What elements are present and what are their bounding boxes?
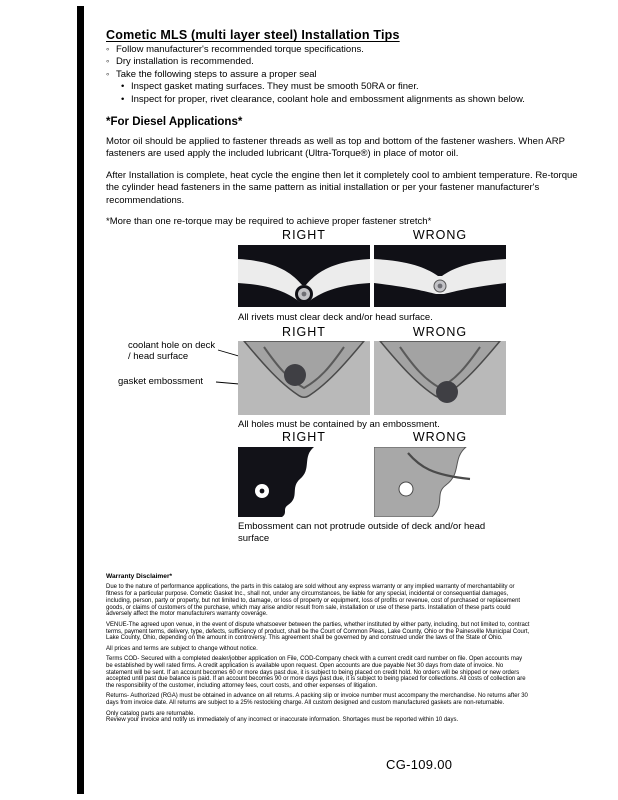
sub-tip-item: • Inspect for proper, rivet clearance, coolant hole and embossment alignments as shown below. — [121, 94, 576, 106]
coolant-hole-wrong-diagram — [374, 341, 506, 415]
wrong-label-row2: WRONG — [412, 325, 468, 339]
embossment-wrong-diagram — [374, 447, 506, 517]
wrong-label-row1: WRONG — [412, 228, 468, 242]
right-label-row1: RIGHT — [282, 228, 326, 242]
warranty-disclaimer-heading: Warranty Disclaimer* — [106, 573, 173, 580]
disclaimer-paragraph: Only catalog parts are returnable. — [106, 710, 196, 717]
diagram-caption-holes: All holes must be contained by an embossment. — [238, 419, 440, 430]
tip-item: ◦ Follow manufacturer's recommended torque specifications. — [106, 44, 576, 56]
diesel-paragraph-1: Motor oil should be applied to fastener threads as well as top and bottom of the fastener washers. When ARP fasteners are used apply the included lubricant (Ultra-Torque®) in place of motor oil. — [106, 136, 565, 160]
disclaimer-paragraph: Due to the nature of performance applications, the parts in this catalog are sold without any express warranty or any implied warranty of merchantability or fitness for a particular purpose. Cometic Gasket Inc., shall not, under any circumstances, be liable for any special, incidental or consequential damages, including, person, party or property, but not limited to, damage, or loss of property or equipment, loss of profits or revenue, cost of purchased or replacement goods, or claims of customers of the purchase, which may arise and/or result from sale, installation or use of these parts. Installation of these parts could adversely affect the motor manufacturers warranty coverage. — [106, 584, 521, 618]
disclaimer-paragraph: Terms COD- Secured with a completed dealer/jobber application on File, COD-Company check with a current credit card number on file. Open accounts may be established by well rated firms. A credit application is available upon request. Open accounts are due payable Net 30 days from date of invoice. No statement will be sent. If an account becomes 60 or more days past due, it is subject to being placed on credit hold. No orders will be shipped or new orders accepted until past due balance is paid. If an account becomes 90 or more days past due, it is subject to being placed for collections. All costs of collection are the responsibility of the customer, including attorney fees, court costs, and other expenses of litigation. — [106, 655, 526, 690]
diagram-caption-embossment: Embossment can not protrude outside of deck and/or head surface — [238, 521, 486, 544]
disclaimer-paragraph: Review your invoice and notify us immediately of any incorrect or inaccurate information. Shortages must be reported within 10 days. — [106, 717, 459, 724]
coolant-hole-right-diagram — [238, 341, 370, 415]
warranty-disclaimer — [106, 574, 530, 728]
rivet-wrong-diagram — [374, 245, 506, 307]
binding-bar — [77, 6, 84, 794]
installation-tips-list — [106, 44, 576, 106]
disclaimer-paragraph: All prices and terms are subject to change without notice. — [106, 645, 258, 652]
embossment-right-diagram — [238, 447, 370, 517]
page-title: Cometic MLS (multi layer steel) Installation Tips — [106, 28, 400, 43]
disclaimer-paragraph: Returns- Authorized (RGA) must be obtained in advance on all returns. A packing slip or invoice number must accompany the merchandise. No returns after 30 days from invoice date. All returns are subject to a 25% restocking charge. All custom designed and custom manufactured gaskets are non-returnable. — [106, 693, 528, 707]
disclaimer-paragraph: VENUE-The agreed upon venue, in the event of dispute whatsoever between the parties, whether instituted by either party, including, but not limited to, contract terms, payment terms, delivery, type, defects, sufficiency of product, shall be the Court of Common Pleas, Lake County, Ohio or the Painesville Municipal Court, Lake County, Ohio, depending on the amount in controversy. This agreement shall be governed by and construed under the laws of the State of Ohio. — [106, 621, 530, 642]
tip-item: ◦ Take the following steps to assure a proper seal — [106, 69, 576, 81]
right-label-row3: RIGHT — [282, 430, 326, 444]
annotation-coolant-hole: coolant hole on deck / head surface — [128, 340, 216, 362]
annotation-gasket-embossment: gasket embossment — [118, 376, 204, 387]
diesel-applications-heading: *For Diesel Applications* — [106, 116, 243, 128]
page-code: CG-109.00 — [386, 757, 453, 772]
diagram-caption-rivets: All rivets must clear deck and/or head surface. — [238, 312, 433, 323]
right-label-row2: RIGHT — [282, 325, 326, 339]
tip-item: ◦ Dry installation is recommended. — [106, 56, 576, 68]
rivet-right-diagram — [238, 245, 370, 307]
sub-tip-item: • Inspect gasket mating surfaces. They must be smooth 50RA or finer. — [121, 81, 576, 93]
diesel-paragraph-2: After Installation is complete, heat cycle the engine then let it completely cool to ambient temperature. Re-torque the cylinder head fasteners in the same pattern as initial installation or per your fastener manufacturer's recommendations. — [106, 170, 578, 206]
retorque-note: *More than one re-torque may be required to achieve proper fastener stretch* — [106, 216, 432, 227]
wrong-label-row3: WRONG — [412, 430, 468, 444]
